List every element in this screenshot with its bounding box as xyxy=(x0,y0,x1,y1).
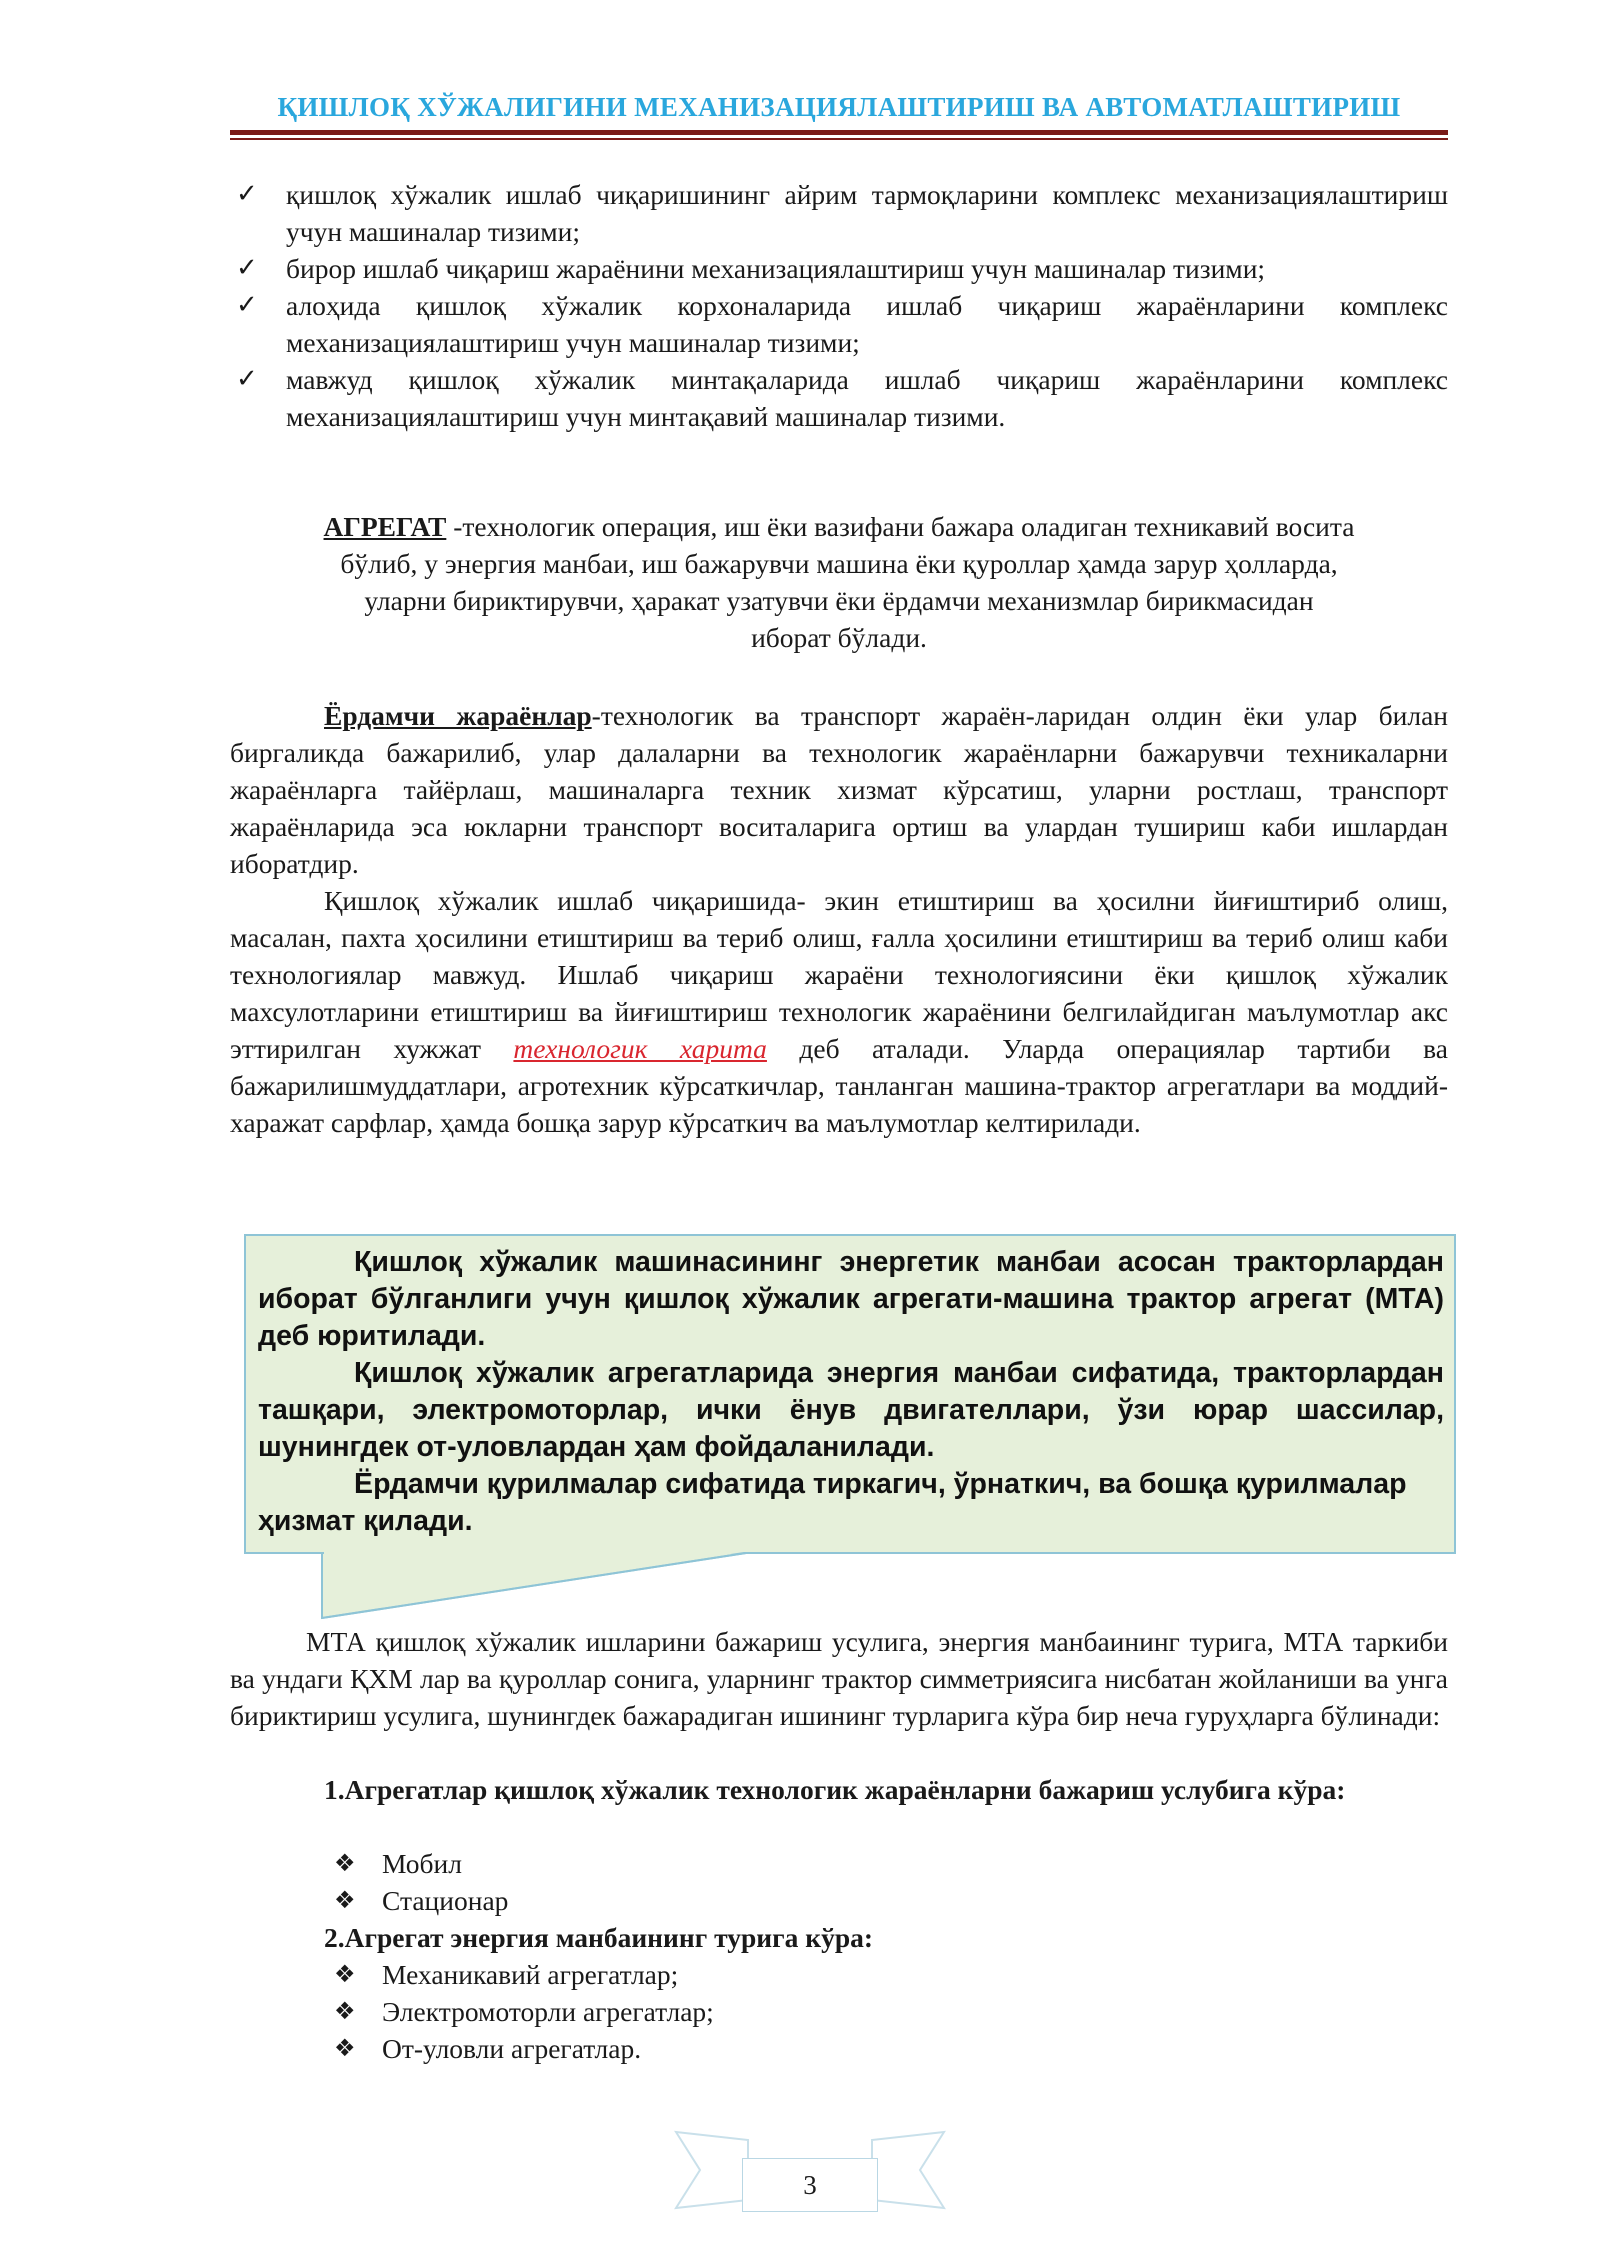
list-item xyxy=(236,250,1448,287)
aggregate-term: АГРЕГАТ xyxy=(323,511,447,542)
list-item-text: Электромоторли агрегатлар; xyxy=(382,1996,714,2027)
diamond-bullet-icon: ❖ xyxy=(334,1849,356,1877)
group1-heading: 1.Агрегатлар қишлоқ хўжалик технологик жараёнларни бажариш услубига кўра: xyxy=(324,1774,1346,1805)
check-mark-icon: ✓ xyxy=(236,364,258,394)
list-item-text: қишлоқ хўжалик ишлаб чиқаришининг айрим тармоқларини комплекс механизациялаштириш учун машиналар тизими; xyxy=(286,179,1448,247)
aux-processes-paragraph xyxy=(230,697,1448,882)
list-item-text: Мобил xyxy=(382,1848,462,1879)
group1-list xyxy=(334,1845,1234,1919)
mta-paragraph: МТА қишлоқ хўжалик ишларини бажариш усулига, энергия манбаининг турига, МТА таркиби ва ундаги ҚХМ лар ва қуроллар сонига, уларнинг трактор симметриясига нисбатан жойланиши ва унга бириктириш усулига, шунингдек бажарадиган ишининг турларига кўра бир неча гуруҳларга бўлинади: xyxy=(230,1626,1448,1731)
diamond-bullet-icon: ❖ xyxy=(334,1886,356,1914)
callout-paragraph: Қишлоқ хўжалик агрегатларида энергия манбаи сифатида, тракторлардан ташқари, электромоторлар, ички ёнув двигателлари, ўзи юрар шассилар, шунингдек от-уловлардан ҳам фойдаланилади. xyxy=(258,1357,1444,1463)
page-number: 3 xyxy=(742,2158,878,2212)
tech-map-text-end: деб аталади. Уларда операциялар тартиби ва бажарилишмуддатлари, агротехник кўрсаткичлар, танланган машина-трактор агрегатлари ва моддий-харажат сарфлар, ҳамда бошқа зарур кўрсаткич ва маълумотлар келтирилади. xyxy=(230,1033,1448,1138)
aggregate-definition-line: уларни бириктирувчи, ҳаракат узатувчи ёки ёрдамчи механизмлар бирикмасидан xyxy=(364,585,1314,616)
list-item-text: От-уловли агрегатлар. xyxy=(382,2033,642,2064)
list-item xyxy=(334,1882,1234,1919)
group2-heading: 2.Агрегат энергия манбаининг турига кўра: xyxy=(324,1922,874,1953)
check-mark-icon: ✓ xyxy=(236,253,258,283)
header-rule-thick xyxy=(230,130,1448,135)
list-item xyxy=(334,2030,1234,2067)
group2-list xyxy=(334,1956,1234,2067)
aggregate-definition-line: бўлиб, у энергия манбаи, иш бажарувчи машина ёки қуроллар ҳамда зарур ҳолларда, xyxy=(340,548,1338,579)
tech-map-link[interactable]: технологик харита xyxy=(513,1033,767,1064)
list-item xyxy=(334,1993,1234,2030)
list-item-text: бирор ишлаб чиқариш жараёнини механизациялаштириш учун машиналар тизими; xyxy=(286,253,1266,284)
diamond-bullet-icon: ❖ xyxy=(334,1997,356,2025)
list-item-text: Механикавий агрегатлар; xyxy=(382,1959,679,1990)
aggregate-definition-line xyxy=(230,508,1448,545)
aggregate-definition xyxy=(230,508,1448,656)
header-rule-thin xyxy=(230,138,1448,140)
callout-paragraph: Қишлоқ хўжалик машинасининг энергетик манбаи асосан тракторлардан иборат бўлганлиги учун қишлоқ хўжалик агрегати-машина трактор агрегат (МТА) деб юритилади. xyxy=(258,1246,1444,1352)
aux-processes-term: Ёрдамчи жараёнлар xyxy=(324,700,592,731)
tech-map-text: Қишлоқ хўжалик ишлаб чиқаришида- экин етиштириш ва ҳосилни йиғиштириб олиш, масалан, пахта ҳосилини етиштириш ва териб олиш, ғалла ҳосилини етиштириш ва териб олиш каби технологиялар мавжуд. Ишлаб чиқариш жараёни технологиясини ёки қишлоқ хўжалик махсулотларини етиштириш ва йиғиштириш технологик жараёнини белгилайдиган маълумотлар акс эттирилган хужжат xyxy=(230,885,1448,1064)
check-mark-icon: ✓ xyxy=(236,179,258,209)
callout-paragraph: Ёрдамчи қурилмалар сифатида тиркагич, ўрнаткич, ва бошқа қурилмалар ҳизмат қилади. xyxy=(258,1468,1407,1537)
callout-text xyxy=(258,1244,1444,1540)
aux-processes-text: -технологик ва транспорт жараён-ларидан олдин ёки улар билан биргаликда бажарилиб, улар далаларни ва технологик жараёнларни бажарувчи техникаларни жараёнларга тайёрлаш, машиналарга техник хизмат кўрсатиш, уларни ростлаш, транспорт жараёнларида эса юкларни транспорт воситаларига ортиш ва улардан тушириш каби ишлардан иборатдир. xyxy=(230,700,1448,879)
list-item xyxy=(236,287,1448,361)
check-mark-icon: ✓ xyxy=(236,290,258,320)
diamond-bullet-icon: ❖ xyxy=(334,2034,356,2062)
list-item-text: Стационар xyxy=(382,1885,509,1916)
diamond-bullet-icon: ❖ xyxy=(334,1960,356,1988)
list-item xyxy=(236,176,1448,250)
list-item xyxy=(236,361,1448,435)
list-item-text: алоҳида қишлоқ хўжалик корхоналарида ишлаб чиқариш жараёнларини комплекс механизациялаштириш учун машиналар тизими; xyxy=(286,290,1448,358)
list-item xyxy=(334,1956,1234,1993)
running-header: ҚИШЛОҚ ХЎЖАЛИГИНИ МЕХАНИЗАЦИЯЛАШТИРИШ ВА АВТОМАТЛАШТИРИШ xyxy=(277,92,1401,122)
machine-systems-list xyxy=(236,176,1448,435)
tech-map-paragraph xyxy=(230,882,1448,1141)
list-item xyxy=(334,1845,1234,1882)
list-item-text: мавжуд қишлоқ хўжалик минтақаларида ишлаб чиқариш жараёнларини комплекс механизациялаштириш учун минтақавий машиналар тизими. xyxy=(286,364,1448,432)
aggregate-definition-line: иборат бўлади. xyxy=(751,622,927,653)
aggregate-definition-text: -технологик операция, иш ёки вазифани бажара оладиган техникавий восита xyxy=(446,511,1355,542)
